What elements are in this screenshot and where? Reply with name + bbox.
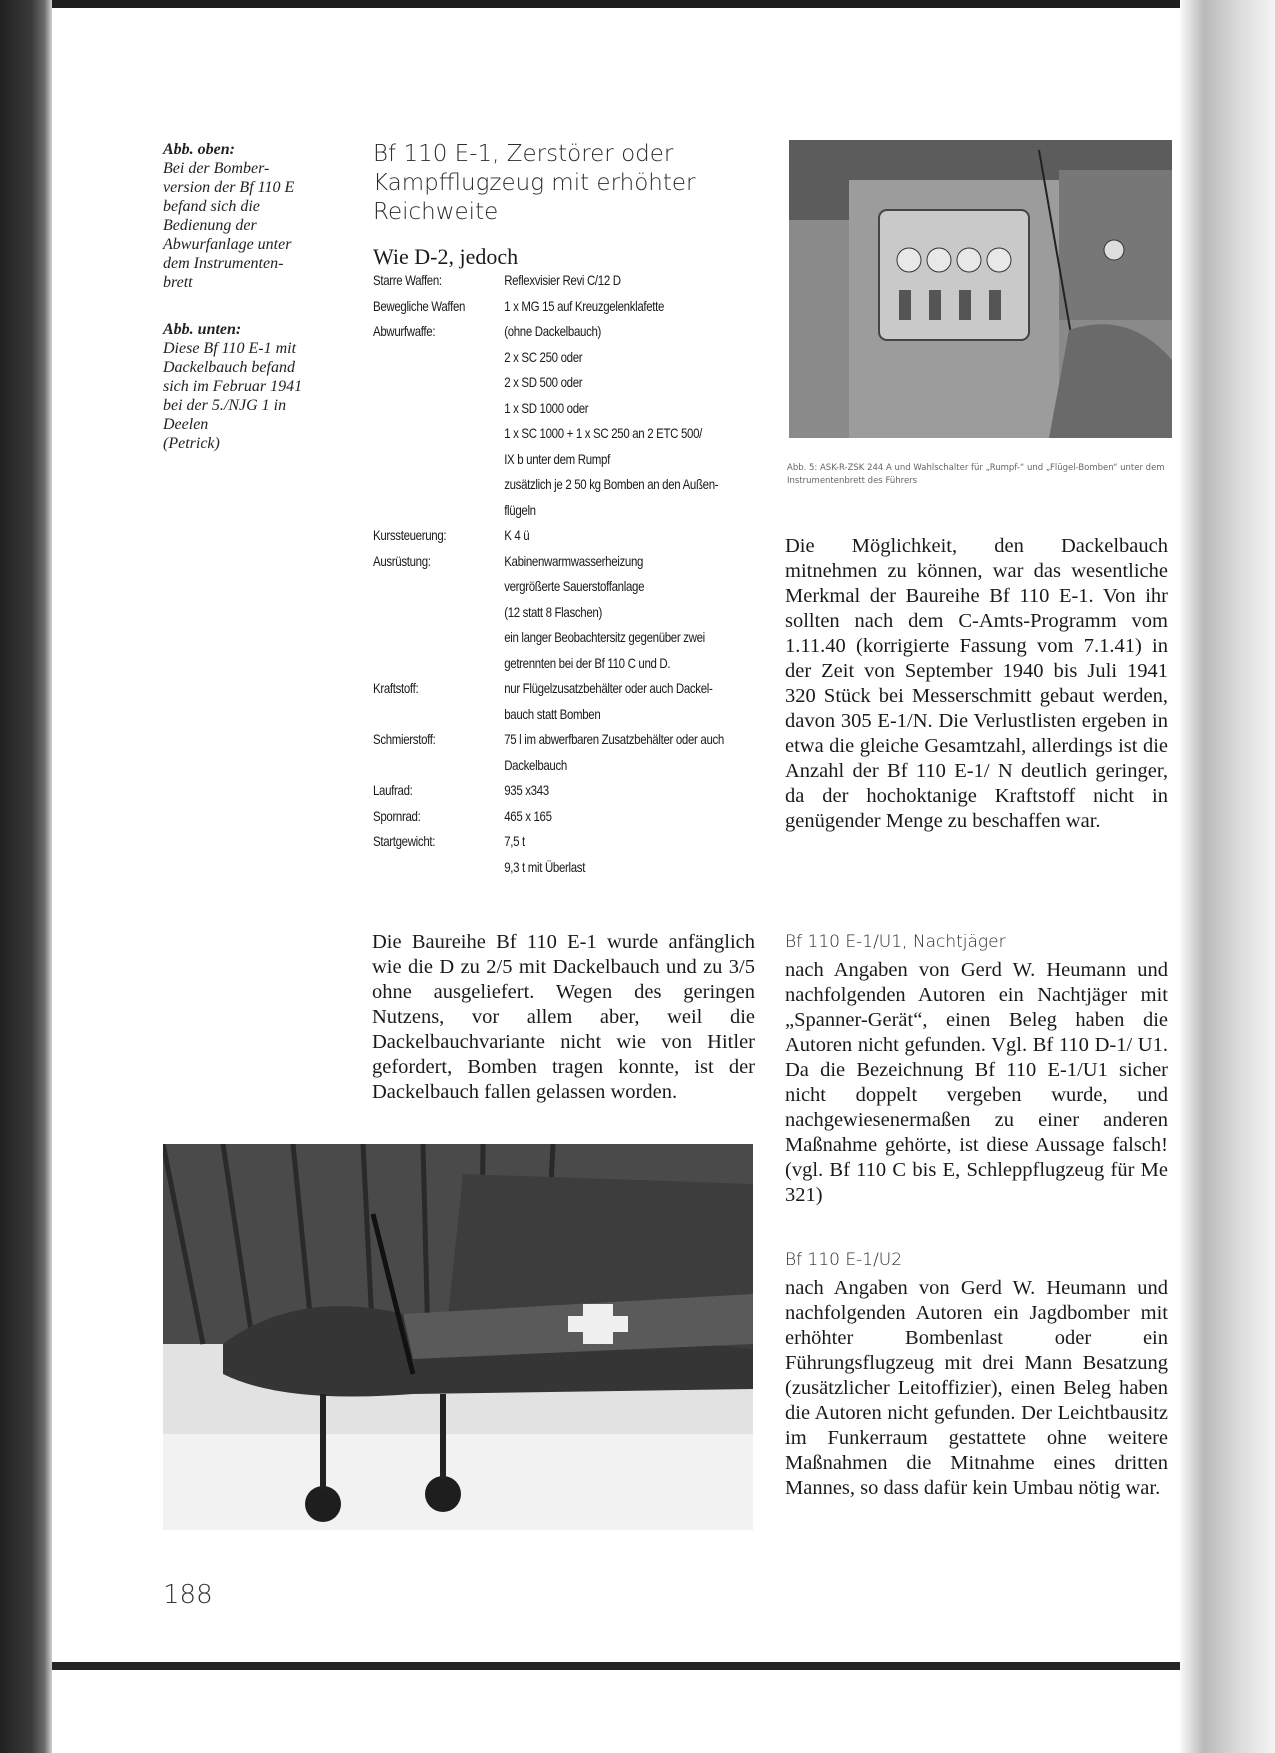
spec-values — [504, 727, 766, 778]
spec-value: ein langer Beobachtersitz gegenüber zwei — [504, 629, 705, 645]
aircraft-photo — [163, 1144, 753, 1530]
caption-line: bei der 5./NJG 1 in — [163, 397, 287, 414]
spec-values — [504, 523, 766, 549]
spec-value: 75 l im abwerfbaren Zusatzbehälter oder auch — [504, 731, 724, 747]
spec-row — [373, 523, 767, 549]
spec-values — [504, 319, 766, 523]
paragraph-production: Die Möglichkeit, den Dackelbauch mitnehmen zu können, war das wesentliche Merkmal der Baureihe Bf 110 E-1. Von ihr sollten nach dem C-Amts-Programm vom 1.11.40 (korrigierte Fassung vom 7.1.41) in der Zeit von September 1940 bis Juli 1941 320 Stück bei Messerschmitt gebaut werden, davon 305 E-1/N. Die Verlustlisten ergeben in etwa die gleiche Gesamtzahl, allerdings ist die Anzahl der Bf 110 E-1/ N deutlich geringer, da der hochoktanige Kraftstoff nicht in genügender Menge zu beschaffen war. — [785, 535, 1168, 832]
section-heading — [373, 140, 733, 227]
heading-line: Reichweite — [373, 199, 499, 225]
scan-edge-left — [0, 0, 52, 1753]
spec-row — [373, 268, 767, 294]
spec-label: Kurssteuerung: — [373, 527, 447, 543]
spec-value: 2 x SD 500 oder — [504, 374, 583, 390]
spec-value: (ohne Dackelbauch) — [504, 323, 602, 339]
heading-line: Kampfflugzeug mit erhöhter — [373, 170, 696, 196]
caption-bottom-heading: Abb. unten: — [163, 321, 242, 338]
caption-line: Diese Bf 110 E-1 mit — [163, 340, 297, 357]
spec-label: Starre Waffen: — [373, 272, 442, 288]
caption-top — [163, 140, 323, 292]
caption-line: Deelen — [163, 416, 209, 433]
scan-edge-right — [1180, 0, 1275, 1753]
spec-values — [504, 676, 766, 727]
spec-label: Startgewicht: — [373, 833, 436, 849]
caption-line: brett — [163, 274, 193, 291]
instrument-panel-photo — [789, 140, 1172, 438]
spec-row — [373, 549, 767, 677]
spec-value: 9,3 t mit Überlast — [504, 858, 586, 875]
spec-value: 465 x 165 — [504, 807, 552, 824]
scan-edge-top — [0, 0, 1275, 8]
caption-line: dem Instrumenten- — [163, 255, 284, 272]
spec-value: zusätzlich je 2 50 kg Bomben an den Außen- — [504, 476, 719, 492]
caption-line: befand sich die — [163, 198, 260, 215]
spec-value: nur Flügelzusatzbehälter oder auch Dackel- — [504, 680, 713, 696]
figure-caption: Abb. 5: ASK-R-ZSK 244 A und Wahlschalter für „Rumpf-“ und „Flügel-Bomben“ unter dem Instrumentenbrett des Führers — [787, 463, 1165, 486]
section-u2-heading: Bf 110 E-1/U2 — [785, 1250, 903, 1270]
spec-value: Reflexvisier Revi C/12 D — [504, 272, 621, 288]
scan-edge-bottom — [52, 1662, 1180, 1670]
spec-label: Spornrad: — [373, 807, 421, 824]
caption-line: sich im Februar 1941 — [163, 378, 303, 395]
spec-values — [504, 294, 766, 320]
spec-row — [373, 804, 767, 830]
spec-value: 7,5 t — [504, 833, 525, 849]
spec-table — [373, 268, 724, 880]
spec-values — [504, 778, 766, 804]
spec-value: getrennten bei der Bf 110 C und D. — [504, 654, 671, 671]
subheading: Wie D-2, jedoch — [373, 244, 519, 269]
spec-row — [373, 829, 767, 880]
spec-row — [373, 319, 767, 523]
paragraph-baureihe: Die Baureihe Bf 110 E-1 wurde anfänglich wie die D zu 2/5 mit Dackelbauch und zu 3/5 ohne ausgeliefert. Wegen des geringen Nutzens, vor allem aber, weil die Dackelbauchvariante nicht wie von Hitler gefordert, Bomben tragen konnte, ist der Dackelbauch fallen gelassen worden. — [372, 931, 755, 1103]
aircraft-illustration — [163, 1144, 753, 1530]
spec-value: Dackelbauch — [504, 756, 567, 773]
spec-row — [373, 676, 767, 727]
section-u1-heading: Bf 110 E-1/U1, Nachtjäger — [785, 932, 1006, 952]
spec-value: flügeln — [504, 501, 536, 518]
spec-values — [504, 804, 766, 830]
spec-value: vergrößerte Sauerstoffanlage — [504, 578, 645, 594]
spec-label: Ausrüstung: — [373, 552, 431, 569]
spec-value: 1 x SD 1000 oder — [504, 399, 589, 416]
caption-line: version der Bf 110 E — [163, 179, 295, 196]
spec-label: Laufrad: — [373, 782, 413, 798]
page-number: 188 — [163, 1580, 213, 1610]
spec-value: 1 x SC 1000 + 1 x SC 250 an 2 ETC 500/ — [504, 425, 703, 441]
caption-line: (Petrick) — [163, 435, 220, 452]
spec-value: K 4 ü — [504, 527, 530, 543]
caption-top-heading: Abb. oben: — [163, 141, 235, 158]
spec-value: (12 statt 8 Flaschen) — [504, 603, 602, 620]
spec-label: Kraftstoff: — [373, 680, 419, 696]
spec-label: Schmierstoff: — [373, 731, 436, 747]
spec-value: 2 x SC 250 oder — [504, 348, 583, 365]
section-u1-text: nach Angaben von Gerd W. Heumann und nachfolgenden Autoren ein Nachtjäger mit „Spanner-Gerät“, einen Beleg haben die Autoren nicht gefunden. Vgl. Bf 110 D-1/ U1. Da die Bezeichnung Bf 110 E-1/U1 sicher nicht doppelt vergeben wurde, und nachgewiesenermaßen zu einer anderen Maßnahme gehörte, ist diese Aussage falsch! (vgl. Bf 110 C bis E, Schleppflugzeug für Me 321) — [785, 959, 1168, 1206]
spec-values — [504, 268, 766, 294]
caption-line: Dackelbauch befand — [163, 359, 295, 376]
caption-line: Abwurfanlage unter — [163, 236, 292, 253]
section-u2-text: nach Angaben von Gerd W. Heumann und nachfolgenden Autoren ein Jagdbomber mit erhöhter Bombenlast oder ein Führungsflugzeug mit drei Mann Besatzung (zusätzlicher Leitoffizier), einen Beleg haben die Autoren nicht gefunden. Der Leichtbausitz im Funkerraum gestattete ohne weitere Maßnahmen die Mitnahme eines dritten Mannes, so dass dafür kein Umbau nötig war. — [785, 1277, 1168, 1499]
instrument-panel-illustration — [789, 140, 1172, 438]
caption-line: Bedienung der — [163, 217, 257, 234]
spec-values — [504, 549, 766, 677]
spec-row — [373, 294, 767, 320]
spec-value: IX b unter dem Rumpf — [504, 450, 610, 467]
spec-label: Abwurfwaffe: — [373, 323, 436, 339]
spec-value: bauch statt Bomben — [504, 705, 601, 722]
spec-label: Bewegliche Waffen — [373, 297, 466, 314]
heading-line: Bf 110 E-1, Zerstörer oder — [373, 141, 674, 167]
spec-value: 1 x MG 15 auf Kreuzgelenklafette — [504, 297, 665, 314]
spec-row — [373, 727, 767, 778]
spec-value: 935 x343 — [504, 782, 549, 798]
caption-line: Bei der Bomber- — [163, 160, 270, 177]
spec-row — [373, 778, 767, 804]
caption-bottom — [163, 320, 323, 453]
spec-value: Kabinenwarmwasserheizung — [504, 552, 644, 569]
spec-values — [504, 829, 766, 880]
